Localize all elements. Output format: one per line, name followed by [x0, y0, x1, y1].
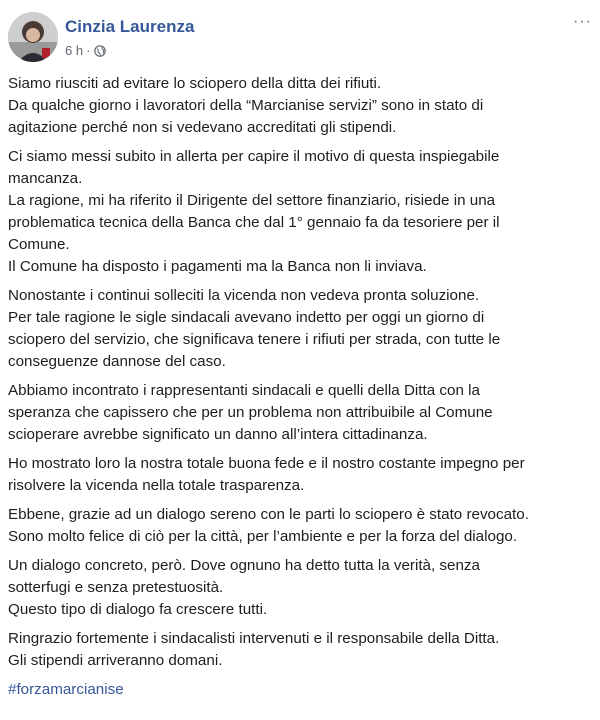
post-text-line: Ringrazio fortemente i sindacalisti intervenuti e il responsabile della Ditta. [8, 630, 500, 647]
post-paragraph [8, 285, 590, 373]
post-text-line: La ragione, mi ha riferito il Dirigente del settore finanziario, risiede in una [8, 192, 496, 209]
post-paragraph [8, 555, 590, 621]
post-timestamp[interactable]: 6 h [65, 43, 84, 58]
post-text-line: agitazione perché non si vedevano accreditati gli stipendi. [8, 119, 397, 136]
author-name-link[interactable]: Cinzia Laurenza [65, 17, 195, 36]
post-text-line: sciopero del servizio, che significava tenere i rifiuti per strada, con tutte le [8, 331, 501, 348]
post-text [8, 73, 590, 701]
post-text-line: Ho mostrato loro la nostra totale buona fede e il nostro costante impegno per [8, 455, 525, 472]
post-text-line: problematica tecnica della Banca che dal 1° gennaio fa da tesoriere per il [8, 214, 500, 231]
hashtag-link[interactable]: #forzamarcianise [8, 681, 124, 698]
ellipsis-icon[interactable]: ··· [573, 13, 592, 30]
post-text-line: Abbiamo incontrato i rappresentanti sindacali e quelli della Ditta con la [8, 382, 480, 399]
post-meta [65, 43, 106, 58]
post-text-line: Nonostante i continui solleciti la vicenda non vedeva pronta soluzione. [8, 287, 480, 304]
post-text-line: risolvere la vicenda nella totale trasparenza. [8, 477, 305, 494]
globe-icon[interactable] [94, 45, 106, 57]
post-paragraph [8, 380, 590, 446]
post-paragraph [8, 453, 590, 497]
meta-separator: · [86, 43, 91, 58]
post-text-line: Comune. [8, 236, 70, 253]
post-text-line: sotterfugi e senza pretestuosità. [8, 579, 224, 596]
post-text-line: conseguenze dannose del caso. [8, 353, 226, 370]
avatar[interactable] [8, 12, 58, 62]
post-text-line: Un dialogo concreto, però. Dove ognuno ha detto tutta la verità, senza [8, 557, 480, 574]
post-text-line: Ebbene, grazie ad un dialogo sereno con le parti lo sciopero è stato revocato. [8, 506, 529, 523]
post-paragraph [8, 73, 590, 139]
post-paragraph [8, 628, 590, 672]
post-text-line: Questo tipo di dialogo fa crescere tutti. [8, 601, 268, 618]
post-text-line: Da qualche giorno i lavoratori della “Marcianise servizi” sono in stato di [8, 97, 484, 114]
post-text-line: Per tale ragione le sigle sindacali avevano indetto per oggi un giorno di [8, 309, 485, 326]
post-text-line: Siamo riusciti ad evitare lo sciopero della ditta dei rifiuti. [8, 75, 382, 92]
post-text-line: Sono molto felice di ciò per la città, per l’ambiente e per la forza del dialogo. [8, 528, 518, 545]
post-text-line: Gli stipendi arriveranno domani. [8, 652, 223, 669]
post-paragraph [8, 146, 590, 278]
post-text-line: speranza che capissero che per un problema non attribuibile al Comune [8, 404, 493, 421]
post-header [8, 12, 592, 62]
post-text-line: Ci siamo messi subito in allerta per capire il motivo di questa inspiegabile [8, 148, 500, 165]
post-paragraph [8, 504, 590, 548]
post-text-line: Il Comune ha disposto i pagamenti ma la Banca non li inviava. [8, 258, 427, 275]
post-text-line: scioperare avrebbe significato un danno all’intera cittadinanza. [8, 426, 428, 443]
post-text-line: mancanza. [8, 170, 83, 187]
